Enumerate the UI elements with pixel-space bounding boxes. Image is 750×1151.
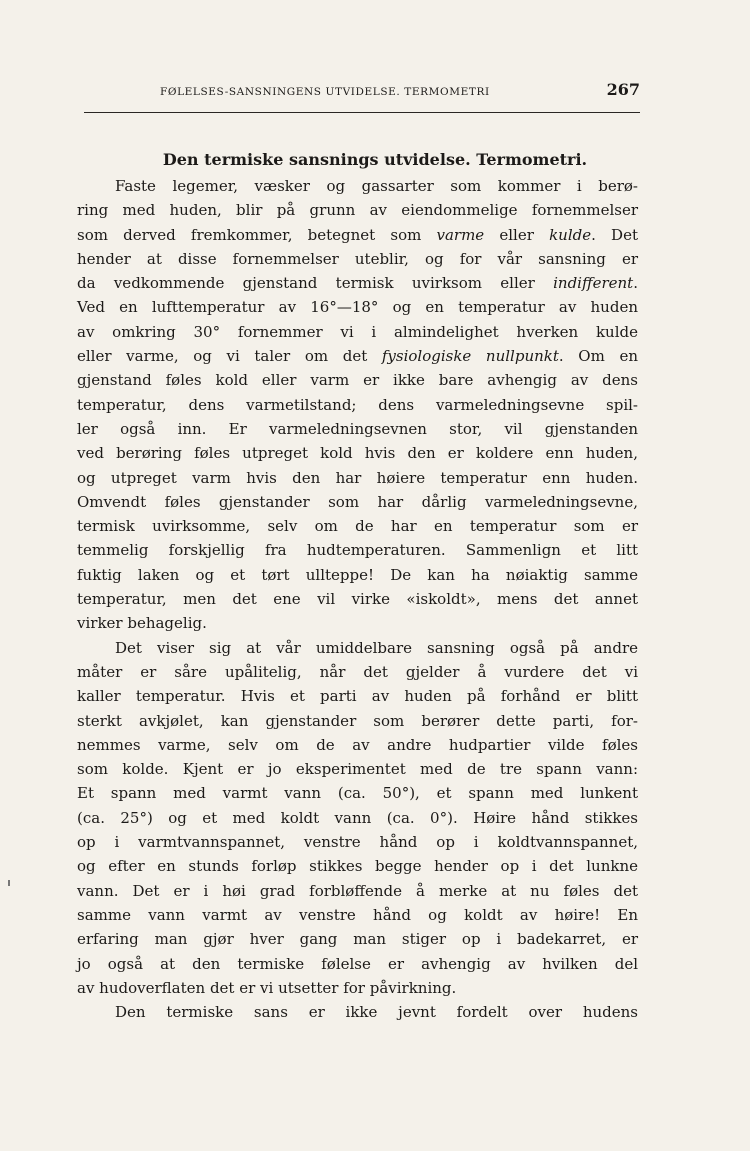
text-line: Ved en lufttemperatur av 16°—18° og en temperatur av huden	[77, 298, 638, 317]
running-header	[160, 80, 640, 99]
text-line: måter er såre upålitelig, når det gjelder å vurdere det vi	[77, 662, 638, 681]
italic-term: varme	[436, 225, 485, 244]
text-line: Et spann med varmt vann (ca. 50°), et spann med lunkent	[77, 784, 638, 803]
text-line: eller varme, og vi taler om det fysiologiske nullpunkt. Om en	[77, 347, 638, 366]
text-line: og efter en stunds forløp stikkes begge hender op i det lunkne	[77, 857, 638, 876]
text-line: temperatur, men det ene vil virke «iskoldt», mens det annet	[77, 590, 638, 609]
section-title: Den termiske sansnings utvidelse. Termometri.	[162, 150, 588, 169]
scan-speck	[8, 880, 10, 886]
text-line: som derved fremkommer, betegnet som varme eller kulde. Det	[77, 225, 638, 244]
text-line: op i varmtvannspannet, venstre hånd op i koldtvannspannet,	[77, 833, 638, 852]
text-line: fuktig laken og et tørt ullteppe! De kan ha nøiaktig samme	[77, 565, 638, 584]
text-line: ring med huden, blir på grunn av eiendommelige fornemmelser	[77, 201, 638, 220]
text-line: hender at disse fornemmelser uteblir, og for vår sansning er	[77, 249, 638, 268]
text-line: temmelig forskjellig fra hudtemperaturen. Sammenlign et litt	[77, 541, 638, 560]
text-line: gjenstand føles kold eller varm er ikke bare avhengig av dens	[77, 371, 638, 390]
header-rule	[84, 112, 640, 113]
text-line: nemmes varme, selv om de av andre hudpartier vilde føles	[77, 735, 638, 754]
text-line: temperatur, dens varmetilstand; dens varmeledningsevne spil-	[77, 395, 638, 414]
text-line: kaller temperatur. Hvis et parti av huden på forhånd er blitt	[77, 687, 638, 706]
text-line: termisk uvirksomme, selv om de har en temperatur som er	[77, 517, 638, 536]
text-line: ved berøring føles utpreget kold hvis den er koldere enn huden,	[77, 444, 638, 463]
running-title: FØLELSES-SANSNINGENS UTVIDELSE. TERMOMETRI	[160, 86, 490, 98]
body-text	[77, 174, 638, 1024]
text-line: sterkt avkjølet, kan gjenstander som berører dette parti, for-	[77, 711, 638, 730]
text-line: Den termiske sans er ikke jevnt fordelt over hudens	[115, 1003, 638, 1022]
text-line: jo også at den termiske følelse er avhengig av hvilken del	[77, 954, 638, 973]
page-number: 267	[606, 80, 640, 99]
text-line: vann. Det er i høi grad forbløffende å merke at nu føles det	[77, 881, 638, 900]
text-line: av hudoverflaten det er vi utsetter for påvirkning.	[77, 978, 457, 997]
text-line: av omkring 30° fornemmer vi i almindelighet hverken kulde	[77, 322, 638, 341]
italic-term: indifferent	[553, 274, 634, 293]
text-line: Det viser sig at vår umiddelbare sansning også på andre	[115, 638, 638, 657]
italic-term: fysiologiske nullpunkt	[381, 347, 559, 366]
text-line: som kolde. Kjent er jo eksperimentet med de tre spann vann:	[77, 760, 638, 779]
text-line: og utpreget varm hvis den har høiere temperatur enn huden.	[77, 468, 638, 487]
text-line: samme vann varmt av venstre hånd og koldt av høire! En	[77, 905, 638, 924]
text-line: Omvendt føles gjenstander som har dårlig varmeledningsevne,	[77, 492, 638, 511]
text-line: Faste legemer, væsker og gassarter som kommer i berø-	[115, 177, 638, 195]
text-line: ler også inn. Er varmeledningsevnen stor, vil gjenstanden	[77, 419, 638, 438]
text-line: da vedkommende gjenstand termisk uvirksom eller indifferent.	[77, 274, 638, 293]
text-line: (ca. 25°) og et med koldt vann (ca. 0°). Høire hånd stikkes	[77, 808, 638, 827]
text-line: virker behagelig.	[77, 614, 207, 633]
italic-term: kulde	[549, 225, 592, 244]
text-line: erfaring man gjør hver gang man stiger op i badekarret, er	[77, 930, 638, 949]
